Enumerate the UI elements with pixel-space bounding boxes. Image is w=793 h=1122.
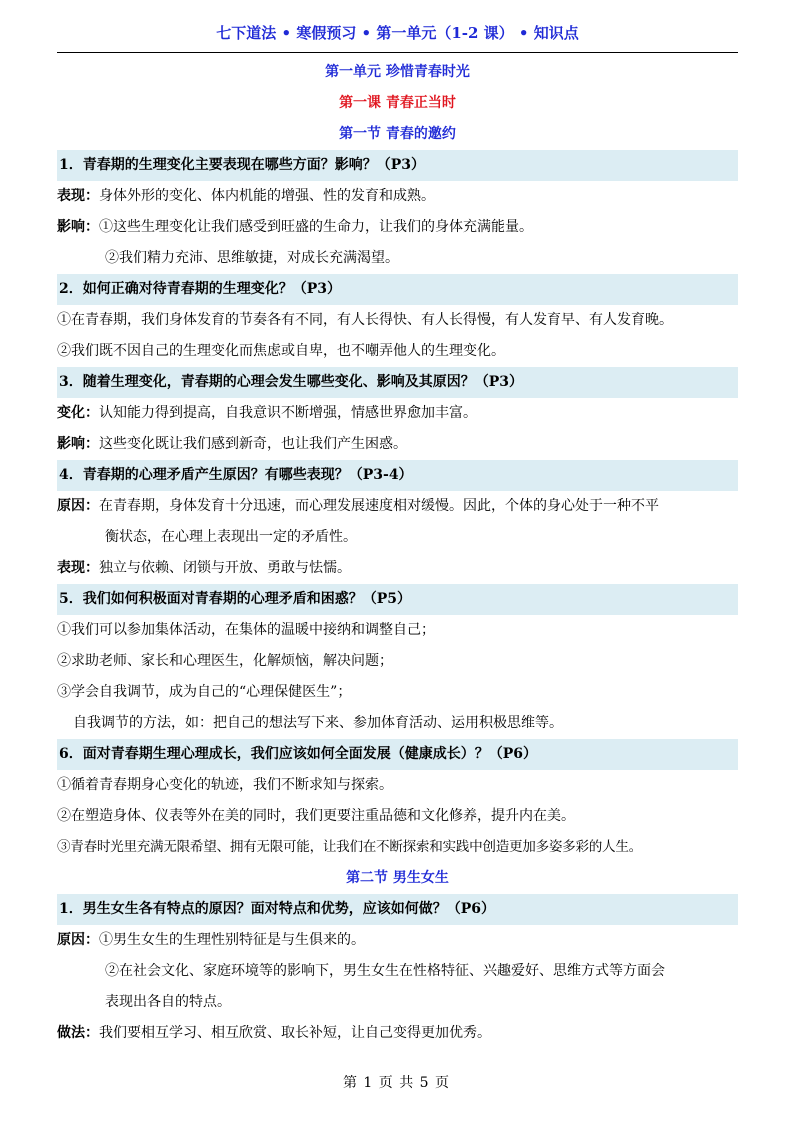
answer-line: 衡状态，在心理上表现出一定的矛盾性。 [105,529,357,545]
page-content [57,57,738,1049]
answer-label: 原因： [57,932,99,948]
answer-label: 影响： [57,436,99,452]
answer-line: 表现出各自的特点。 [105,994,231,1010]
answer-line [57,212,738,243]
answer-label: 表现： [57,560,99,576]
unit-title: 第一单元 珍惜青春时光 [325,64,470,80]
question-heading: 2．如何正确对待青春期的生理变化？（P3） [57,274,738,305]
answer-line: ①在青春期，我们身体发育的节奏各有不同，有人长得快、有人长得慢，有人发育早、有人发育晚。 [57,312,673,328]
answer-text: ①这些生理变化让我们感受到旺盛的生命力，让我们的身体充满能量。 [99,219,533,235]
answer-text: 在青春期，身体发育十分迅速，而心理发展速度相对缓慢。因此，个体的身心处于一种不平 [99,498,659,514]
answer-line [57,429,738,460]
answer-line: ②求助老师、家长和心理医生，化解烦恼，解决问题； [57,653,393,669]
question-heading: 1．青春期的生理变化主要表现在哪些方面？影响？（P3） [57,150,738,181]
answer-line: ①循着青春期身心变化的轨迹，我们不断求知与探索。 [57,777,393,793]
answer-line: ②在塑造身体、仪表等外在美的同时，我们更要注重品德和文化修养，提升内在美。 [57,808,575,824]
answer-line [57,553,738,584]
question-heading: 3．随着生理变化，青春期的心理会发生哪些变化、影响及其原因？（P3） [57,367,738,398]
answer-line: ②我们精力充沛、思维敏捷，对成长充满渴望。 [105,250,399,266]
answer-line: ③学会自我调节，成为自己的“心理保健医生”； [57,684,352,700]
answer-line [57,181,738,212]
answer-text: 认知能力得到提高，自我意识不断增强，情感世界愈加丰富。 [99,405,477,421]
answer-label: 影响： [57,219,99,235]
section-title: 第一节 青春的邀约 [339,126,456,142]
answer-label: 变化： [57,405,99,421]
question-heading: 5．我们如何积极面对青春期的心理矛盾和困惑？（P5） [57,584,738,615]
answer-line [57,491,738,522]
answer-label: 表现： [57,188,99,204]
lesson-title: 第一课 青春正当时 [339,95,456,111]
answer-line: ②在社会文化、家庭环境等的影响下，男生女生在性格特征、兴趣爱好、思维方式等方面会 [105,963,665,979]
question-heading: 1．男生女生各有特点的原因？面对特点和优势，应该如何做？（P6） [57,894,738,925]
answer-line [57,925,738,956]
answer-label: 做法： [57,1025,99,1041]
answer-line [57,1018,738,1049]
answer-line [57,398,738,429]
answer-label: 原因： [57,498,99,514]
answer-line: ③青春时光里充满无限希望、拥有无限可能，让我们在不断探索和实践中创造更加多姿多彩的人生。 [57,839,642,855]
header-rule [57,52,738,53]
page-header: 七下道法 • 寒假预习 • 第一单元（1-2 课） • 知识点 [216,24,579,42]
question-heading: 4．青春期的心理矛盾产生原因？有哪些表现？（P3-4） [57,460,738,491]
section-title: 第二节 男生女生 [346,870,449,886]
answer-line: ②我们既不因自己的生理变化而焦虑或自卑，也不嘲弄他人的生理变化。 [57,343,505,359]
answer-line: 自我调节的方法，如：把自己的想法写下来、参加体育活动、运用积极思维等。 [73,715,563,731]
answer-text: 我们要相互学习、相互欣赏、取长补短，让自己变得更加优秀。 [99,1025,491,1041]
answer-text: 身体外形的变化、体内机能的增强、性的发育和成熟。 [99,188,435,204]
answer-text: ①男生女生的生理性别特征是与生俱来的。 [99,932,365,948]
answer-text: 这些变化既让我们感到新奇，也让我们产生困惑。 [99,436,407,452]
answer-text: 独立与依赖、闭锁与开放、勇敢与怯懦。 [99,560,351,576]
page-footer: 第 1 页 共 5 页 [342,1075,451,1091]
question-heading: 6．面对青春期生理心理成长，我们应该如何全面发展（健康成长）？（P6） [57,739,738,770]
answer-line: ①我们可以参加集体活动，在集体的温暖中接纳和调整自己； [57,622,435,638]
